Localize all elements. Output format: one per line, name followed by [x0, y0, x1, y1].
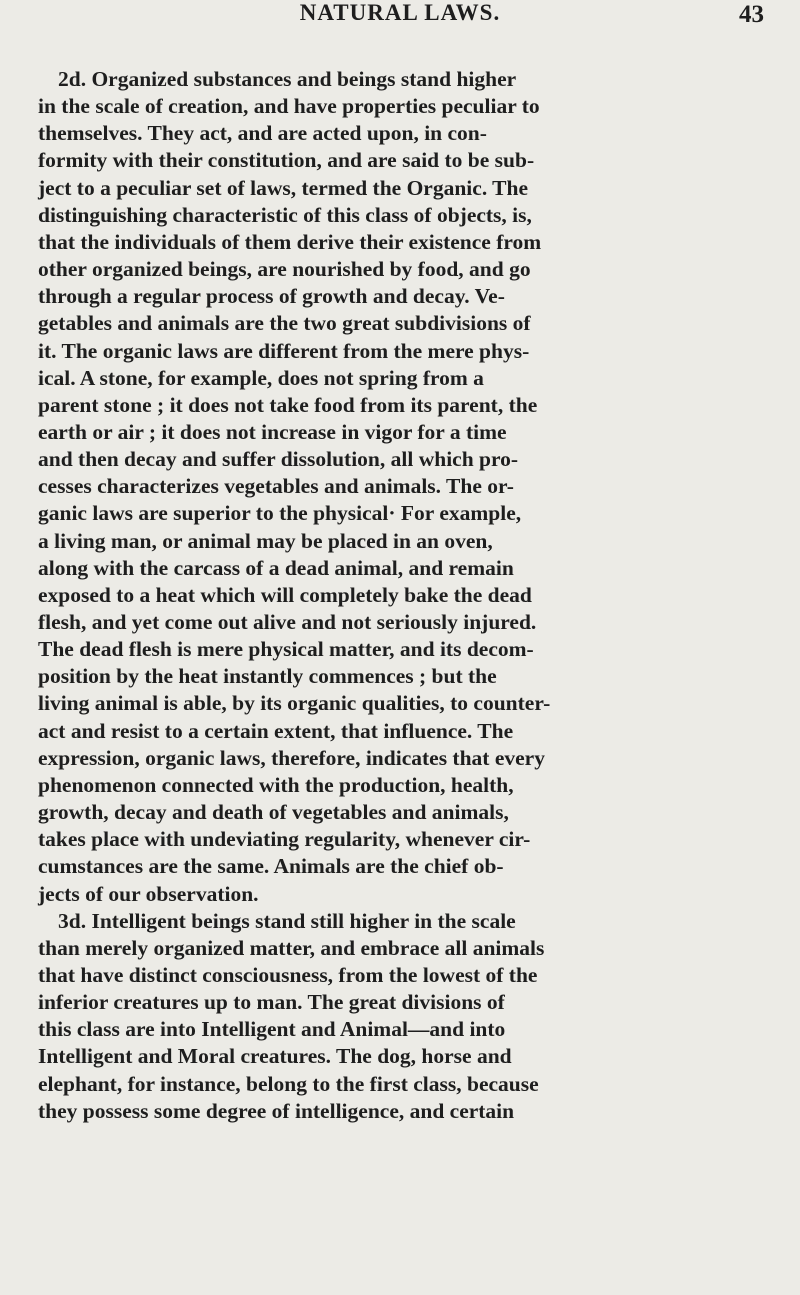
running-head [0, 0, 800, 30]
text-line: cumstances are the same. Animals are the chief ob- [38, 854, 504, 879]
text-line: through a regular process of growth and decay. Ve- [38, 284, 505, 309]
text-line: position by the heat instantly commences ; but the [38, 664, 497, 689]
text-line: a living man, or animal may be placed in an oven, [38, 528, 493, 553]
text-line: formity with their constitution, and are said to be sub- [38, 148, 535, 173]
text-line: 3d. Intelligent beings stand still higher in the scale [58, 908, 516, 933]
text-line: cesses characterizes vegetables and animals. The or- [38, 474, 514, 499]
text-line: elephant, for instance, belong to the first class, because [38, 1071, 539, 1096]
text-line: this class are into Intelligent and Animal—and into [38, 1017, 506, 1042]
text-line: takes place with undeviating regularity, whenever cir- [38, 827, 531, 852]
text-line: exposed to a heat which will completely bake the dead [38, 582, 532, 607]
text-line: ganic laws are superior to the physical· For example, [38, 501, 522, 526]
text-line: that have distinct consciousness, from the lowest of the [38, 962, 538, 987]
text-line: living animal is able, by its organic qualities, to counter- [38, 691, 551, 716]
text-line: parent stone ; it does not take food from its parent, the [38, 392, 538, 417]
page-number: 43 [739, 1, 764, 28]
text-line: that the individuals of them derive their existence from [38, 229, 542, 254]
text-line: phenomenon connected with the production, health, [38, 772, 514, 797]
text-line: other organized beings, are nourished by food, and go [38, 257, 531, 282]
text-line: than merely organized matter, and embrace all animals [38, 935, 545, 960]
text-line: jects of our observation. [38, 881, 259, 906]
text-line: inferior creatures up to man. The great divisions of [38, 990, 505, 1015]
text-line: themselves. They act, and are acted upon, in con- [38, 121, 487, 146]
text-line: 2d. Organized substances and beings stand higher [58, 67, 517, 91]
text-line: it. The organic laws are different from the mere phys- [38, 338, 530, 363]
text-line: along with the carcass of a dead animal, and remain [38, 555, 514, 580]
text-line: act and resist to a certain extent, that influence. The [38, 718, 514, 743]
text-line: flesh, and yet come out alive and not seriously injured. [38, 610, 537, 634]
text-line: and then decay and suffer dissolution, all which pro- [38, 447, 519, 472]
text-line: ject to a peculiar set of laws, termed the Organic. The [38, 175, 529, 200]
text-line: The dead flesh is mere physical matter, and its decom- [38, 637, 534, 662]
text-line: getables and animals are the two great subdivisions of [38, 311, 531, 336]
text-line: distinguishing characteristic of this class of objects, is, [38, 202, 532, 227]
text-line: in the scale of creation, and have properties peculiar to [38, 94, 540, 119]
text-line: they possess some degree of intelligence, and certain [38, 1098, 515, 1123]
text-line: Intelligent and Moral creatures. The dog, horse and [38, 1044, 512, 1069]
running-title: NATURAL LAWS. [299, 0, 501, 25]
text-line: earth or air ; it does not increase in vigor for a time [38, 419, 507, 444]
text-line: expression, organic laws, therefore, indicates that every [38, 745, 545, 770]
text-line: growth, decay and death of vegetables and animals, [38, 800, 509, 825]
text-line: ical. A stone, for example, does not spring from a [38, 365, 484, 390]
